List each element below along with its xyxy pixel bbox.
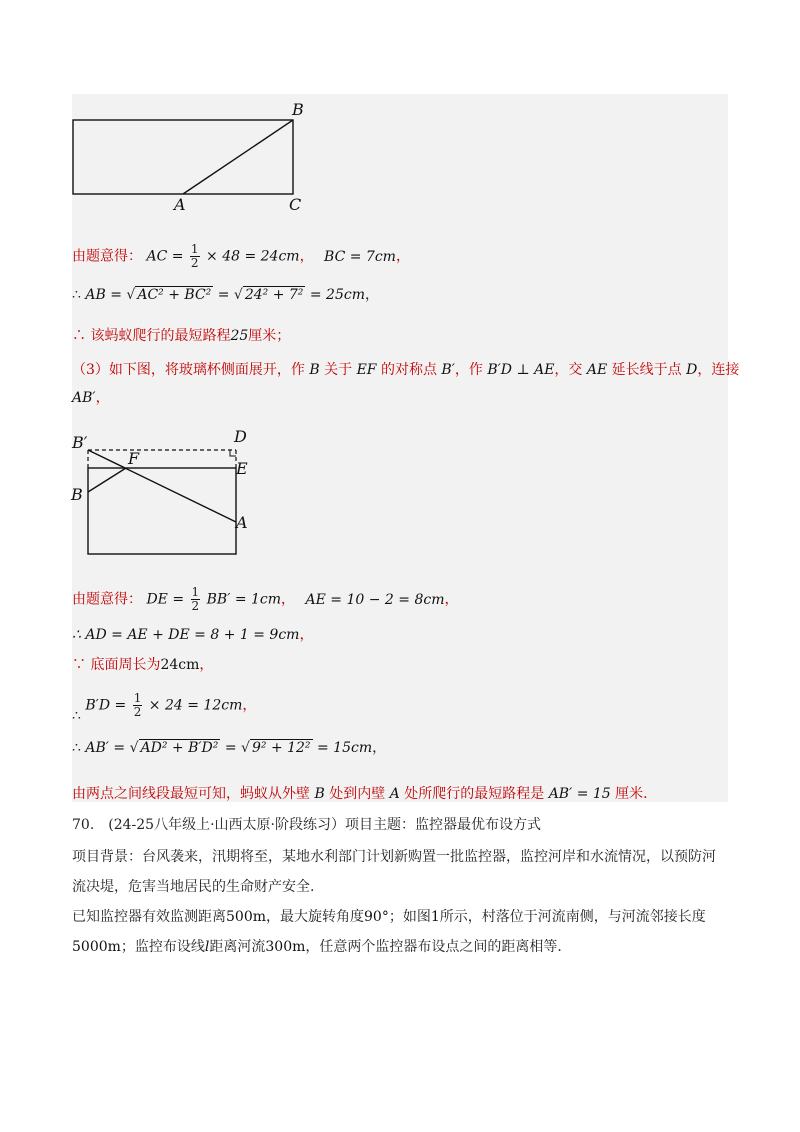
problem-70-condition-2 <box>72 937 562 957</box>
part3-B: B <box>309 362 320 378</box>
rectangle <box>73 120 293 194</box>
final-math: AB′ = 15 <box>548 786 611 802</box>
part3-Bp: B′ <box>441 362 455 378</box>
conclusion-b: 厘米； <box>248 328 291 344</box>
part3-EF: EF <box>356 362 377 378</box>
part3-b: 关于 <box>324 362 353 378</box>
problem-70-background-1: 项目背景：台风袭来，汛期将至，某地水利部门计划新购置一批监控器，监控河岸和水流情况，以预防河 <box>72 849 716 865</box>
line-abp: ∴ AB′ = √ AD² + B′D² = √ 9² + 12² = 15cm， <box>72 740 387 756</box>
final-b: 处到内壁 <box>329 786 386 802</box>
c1-c: ；如图 <box>388 909 431 925</box>
final-a: 由两点之间线段最短可知，蚂蚁从外壁 <box>72 786 310 802</box>
part3-e: ，交 <box>554 362 583 378</box>
line-shortest-25 <box>72 326 290 346</box>
therefore-symbol: ∴ <box>72 287 81 303</box>
math-bpd: B′D = <box>85 697 127 714</box>
part3-ABp: AB′ <box>72 390 96 406</box>
line-ab: ∴ AB = √ AC² + BC² = √ 24² + 7² = 25cm， <box>72 287 379 303</box>
c1-a: 已知监控器有效监测距离 <box>72 909 226 925</box>
sqrt-radicand-3: AD² + B′D² <box>140 740 219 756</box>
c2-b: 距离河流 <box>209 939 266 955</box>
c2-c: ，任意两个监控器布设点之间的距离相等. <box>305 939 562 955</box>
figure-unfolded-rectangle-2 <box>66 428 266 560</box>
denominator: 2 <box>190 256 199 270</box>
conclusion-a: ∴ 该蚂蚁爬行的最短路程 <box>72 328 231 344</box>
problem-70-condition-1 <box>72 907 706 927</box>
c2-m1: 5000m <box>72 939 121 955</box>
math-ac: AC = <box>146 248 184 265</box>
numerator: 1 <box>191 585 200 599</box>
fraction-half-3 <box>133 692 143 719</box>
math-abp-result: = 15cm <box>317 740 373 756</box>
label-B2: B <box>71 485 83 504</box>
math-abp: AB′ = <box>85 740 126 756</box>
final-B: B <box>314 786 325 802</box>
c1-m2: 90° <box>364 909 389 925</box>
final-c: 处所爬行的最短路程是 <box>404 786 545 802</box>
math-eq-2: = <box>224 740 237 756</box>
c1-m3: 1 <box>430 909 440 925</box>
sqrt-radicand-2: 24² + 7² <box>244 287 304 303</box>
part3-D: D <box>686 362 698 378</box>
part3-d: ，作 <box>454 362 483 378</box>
line-final-conclusion <box>72 784 648 804</box>
segment-AB <box>183 120 293 194</box>
perimeter-text: ∵ 底面周长为 <box>72 657 161 673</box>
numerator: 1 <box>133 691 142 705</box>
numerator: 1 <box>190 242 199 256</box>
given-text: 由题意得： <box>72 248 142 265</box>
c2-a: ；监控布设线 <box>120 939 205 955</box>
perimeter-value: 24cm <box>160 657 200 673</box>
sqrt-radicand-4: 9² + 12² <box>251 740 311 756</box>
math-de-value: BB′ = 1cm <box>206 591 282 608</box>
sqrt-radicand-1: AC² + BC² <box>137 287 212 303</box>
denominator: 2 <box>191 599 200 613</box>
denominator: 2 <box>133 705 142 719</box>
therefore-symbol-2: ∴ <box>72 707 81 724</box>
part3-f: 延长线于点 <box>611 362 682 378</box>
label-F: F <box>128 449 140 468</box>
c1-m1: 500m <box>226 909 266 925</box>
math-ae: AE = 10 − 2 = 8cm <box>305 591 445 608</box>
line-ad: ∴ AD = AE + DE = 8 + 1 = 9cm， <box>72 627 314 643</box>
given-text-2: 由题意得： <box>72 591 142 608</box>
line-de-ae: 由题意得： DE = $\frac{1}{2}$ BB′ = 1cm， AE = 10 − 2 = 8cm， <box>72 585 459 613</box>
segment-B-F <box>88 468 126 492</box>
label-A2: A <box>236 513 248 532</box>
value-25: 25 <box>230 328 249 344</box>
problem-70-background-2: 流决堤，危害当地居民的生命财产安全. <box>72 879 315 895</box>
fraction-half-2 <box>191 586 201 613</box>
math-bc: BC = 7cm <box>324 248 396 265</box>
c2-m2: 300m <box>265 939 306 955</box>
math-ab: AB = <box>85 287 122 303</box>
math-eq: = <box>217 287 230 303</box>
figure-unfolded-rectangle-1 <box>60 96 320 216</box>
label-B: B <box>292 100 304 119</box>
math-ac-value: × 48 = 24cm <box>206 248 300 265</box>
fraction-half <box>190 243 200 270</box>
line-perimeter: ∵ 底面周长为24cm， <box>72 657 214 673</box>
math-ab-result: = 25cm <box>309 287 365 303</box>
label-C: C <box>289 195 302 214</box>
label-E: E <box>236 459 248 478</box>
line-part3 <box>72 360 739 380</box>
line-ac-bc: 由题意得： AC = $\frac{1}{2}$ × 48 = 24cm， BC = 7cm， <box>72 242 410 270</box>
problem-70-heading: 70. (24-25八年级上·山西太原·阶段练习）项目主题：监控器最优布设方式 <box>72 817 541 833</box>
segment-Bp-A <box>88 450 236 522</box>
therefore-symbol-3: ∴ <box>72 740 81 756</box>
c1-d: 所示，村落位于河流南侧，与河流邻接长度 <box>439 909 706 925</box>
math-ad: ∴ AD = AE + DE = 8 + 1 = 9cm <box>72 627 300 643</box>
part3-c: 的对称点 <box>380 362 437 378</box>
part3-g: ，连接 <box>697 362 740 378</box>
label-A: A <box>174 195 186 214</box>
math-bpd-value: × 24 = 12cm <box>148 697 243 714</box>
part3-comma: ， <box>95 390 110 406</box>
part3-a: （3）如下图，将玻璃杯侧面展开，作 <box>72 362 305 378</box>
c2-l: l <box>204 939 210 955</box>
line-bpd: ∴ B′D = $\frac{1}{2}$ × 24 = 12cm， <box>72 691 257 724</box>
final-d: 厘米. <box>615 786 648 802</box>
c1-b: ，最大旋转角度 <box>266 909 364 925</box>
label-D: D <box>234 428 247 446</box>
final-A: A <box>389 786 400 802</box>
label-Bp: B′ <box>72 433 88 452</box>
right-angle-mark <box>230 450 236 456</box>
math-de: DE = <box>146 591 185 608</box>
line-part3-cont <box>72 388 110 408</box>
part3-perp: B′D ⊥ AE <box>487 362 555 378</box>
part3-AE: AE <box>586 362 608 378</box>
